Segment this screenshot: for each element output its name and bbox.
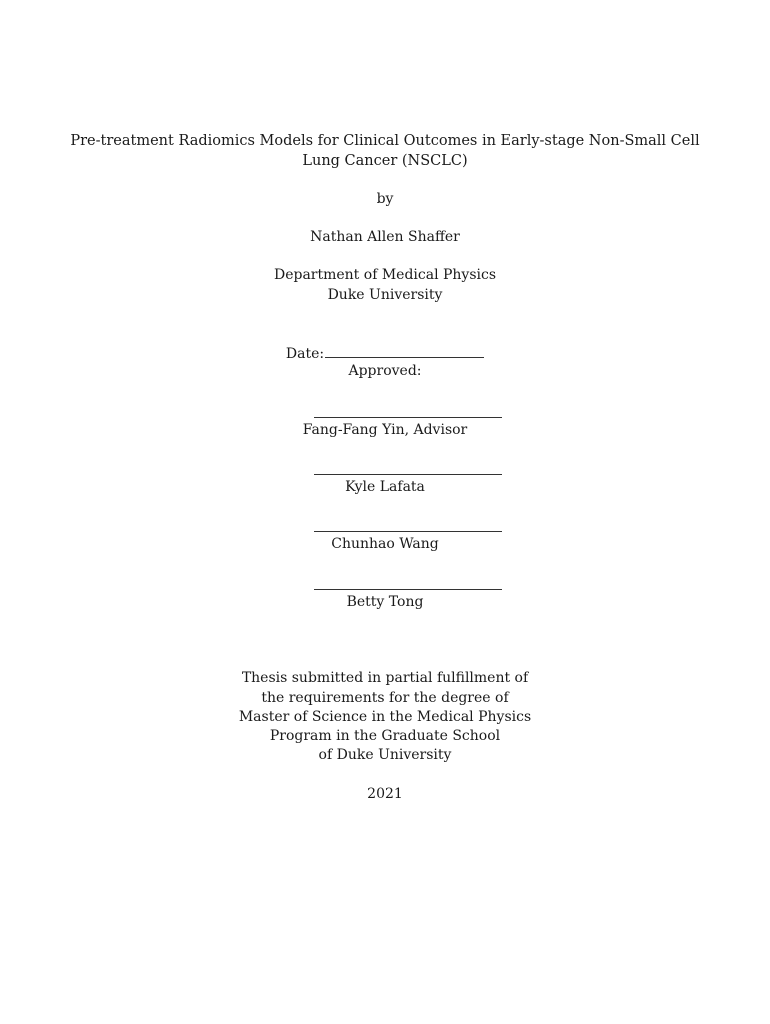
thesis-title-line-2: Lung Cancer (NSCLC): [302, 153, 468, 169]
committee-member-1: Fang-Fang Yin, Advisor: [302, 422, 468, 438]
committee-member-2: Kyle Lafata: [345, 479, 425, 495]
thesis-title-line-1: Pre-treatment Radiomics Models for Clinical Outcomes in Early-stage Non-Small Cell: [70, 133, 700, 149]
signature-rule-advisor: [314, 417, 502, 418]
approved-label: Approved:: [348, 363, 422, 379]
department-name: Department of Medical Physics: [273, 267, 497, 283]
university-name: Duke University: [327, 287, 443, 303]
by-label: by: [376, 191, 394, 207]
date-label: Date:: [285, 346, 325, 362]
thesis-statement-line-5: of Duke University: [318, 747, 452, 763]
committee-member-4: Betty Tong: [346, 594, 424, 610]
thesis-statement-line-4: Program in the Graduate School: [269, 728, 501, 744]
signature-rule-member-2: [314, 474, 502, 475]
signature-rule-member-3: [314, 531, 502, 532]
signature-rule-member-4: [314, 589, 502, 590]
thesis-statement-line-2: the requirements for the degree of: [261, 690, 509, 706]
thesis-statement-line-1: Thesis submitted in partial fulfillment of: [241, 670, 529, 686]
submission-year: 2021: [367, 786, 403, 802]
date-signature-rule: [325, 343, 484, 358]
committee-member-3: Chunhao Wang: [331, 536, 439, 552]
author-name: Nathan Allen Shaffer: [310, 229, 460, 245]
thesis-statement-line-3: Master of Science in the Medical Physics: [238, 709, 532, 725]
